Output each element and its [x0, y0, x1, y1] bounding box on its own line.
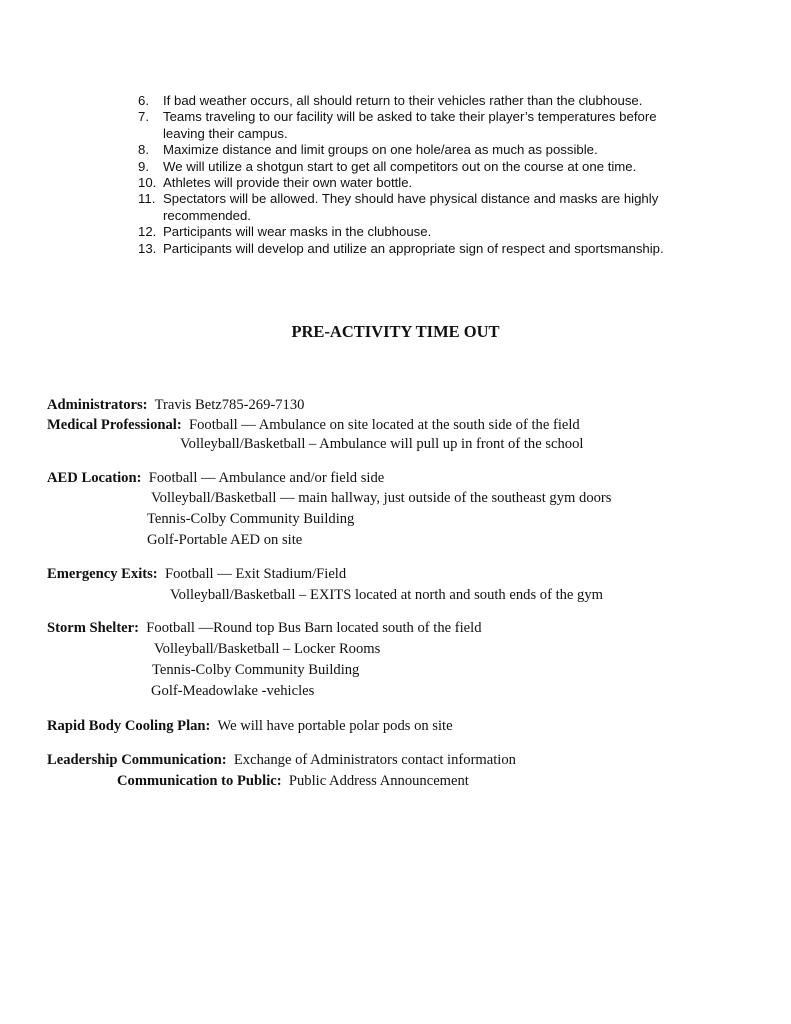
cooling-line: [47, 717, 453, 735]
item-text: Participants will develop and utilize an appropriate sign of respect and sportsmanship.: [163, 240, 664, 256]
item-text: Spectators will be allowed. They should have physical distance and masks are highly recommended.: [163, 191, 659, 223]
public-value: Public Address Announcement: [288, 773, 469, 789]
list-item: [138, 241, 698, 257]
exits-volleyball: Volleyball/Basketball – EXITS located at north and south ends of the gym: [170, 587, 604, 603]
shelter-label: Storm Shelter:: [47, 620, 139, 636]
item-number: 12.: [138, 224, 157, 240]
item-number: 11.: [138, 191, 156, 207]
shelter-golf: Golf-Meadowlake -vehicles: [151, 683, 315, 699]
cooling-value: We will have portable polar pods on site: [217, 718, 453, 734]
item-number: 10.: [138, 175, 157, 191]
aed-volleyball: Volleyball/Basketball — main hallway, just outside of the southeast gym doors: [151, 490, 612, 506]
shelter-tennis: Tennis-Colby Community Building: [152, 662, 360, 678]
list-item: [138, 142, 698, 158]
guideline-list: [138, 93, 698, 257]
item-number: 13.: [138, 240, 157, 256]
medical-football: Football — Ambulance on site located at the south side of the field: [189, 417, 580, 433]
aed-label: AED Location:: [47, 470, 142, 486]
exits-label: Emergency Exits:: [47, 566, 158, 582]
item-text: We will utilize a shotgun start to get all competitors out on the course at one time.: [163, 158, 637, 174]
list-item: [138, 109, 698, 142]
item-text: If bad weather occurs, all should return to their vehicles rather than the clubhouse.: [163, 93, 643, 108]
shelter-football: Football —Round top Bus Barn located south of the field: [146, 620, 482, 636]
shelter-volleyball: Volleyball/Basketball – Locker Rooms: [154, 641, 381, 657]
item-text: Athletes will provide their own water bottle.: [163, 175, 413, 191]
item-number: 7.: [138, 109, 149, 125]
public-line: [117, 772, 469, 790]
administrators-label: Administrators:: [47, 397, 148, 413]
public-label: Communication to Public:: [117, 773, 282, 789]
leadership-line: [47, 751, 516, 769]
leadership-label: Leadership Communication:: [47, 752, 227, 768]
item-text: Maximize distance and limit groups on one hole/area as much as possible.: [163, 142, 598, 158]
list-item: [138, 159, 698, 175]
list-item: [138, 224, 698, 240]
leadership-value: Exchange of Administrators contact information: [233, 752, 516, 768]
aed-football: Football — Ambulance and/or field side: [148, 470, 385, 486]
list-item: [138, 175, 698, 191]
exits-football: Football — Exit Stadium/Field: [164, 566, 347, 582]
administrators-value: Travis Betz785-269-7130: [154, 397, 305, 413]
medical-volleyball: Volleyball/Basketball – Ambulance will pull up in front of the school: [180, 436, 584, 452]
shelter-line: [47, 619, 482, 637]
list-item: [138, 93, 698, 109]
administrators-line: [47, 396, 304, 414]
item-number: 9.: [138, 158, 149, 174]
item-text: Teams traveling to our facility will be asked to take their player’s temperatures before leaving their campus.: [163, 109, 657, 141]
item-text: Participants will wear masks in the clubhouse.: [163, 224, 432, 240]
cooling-label: Rapid Body Cooling Plan:: [47, 718, 211, 734]
aed-tennis: Tennis-Colby Community Building: [147, 511, 355, 527]
medical-label: Medical Professional:: [47, 417, 182, 433]
exits-line: [47, 565, 346, 583]
aed-golf: Golf-Portable AED on site: [147, 532, 303, 548]
item-number: 6.: [138, 93, 149, 108]
section-title: PRE-ACTIVITY TIME OUT: [291, 322, 500, 341]
medical-line: [47, 416, 580, 434]
item-number: 8.: [138, 142, 149, 158]
list-item: [138, 191, 698, 224]
aed-line: [47, 469, 384, 487]
